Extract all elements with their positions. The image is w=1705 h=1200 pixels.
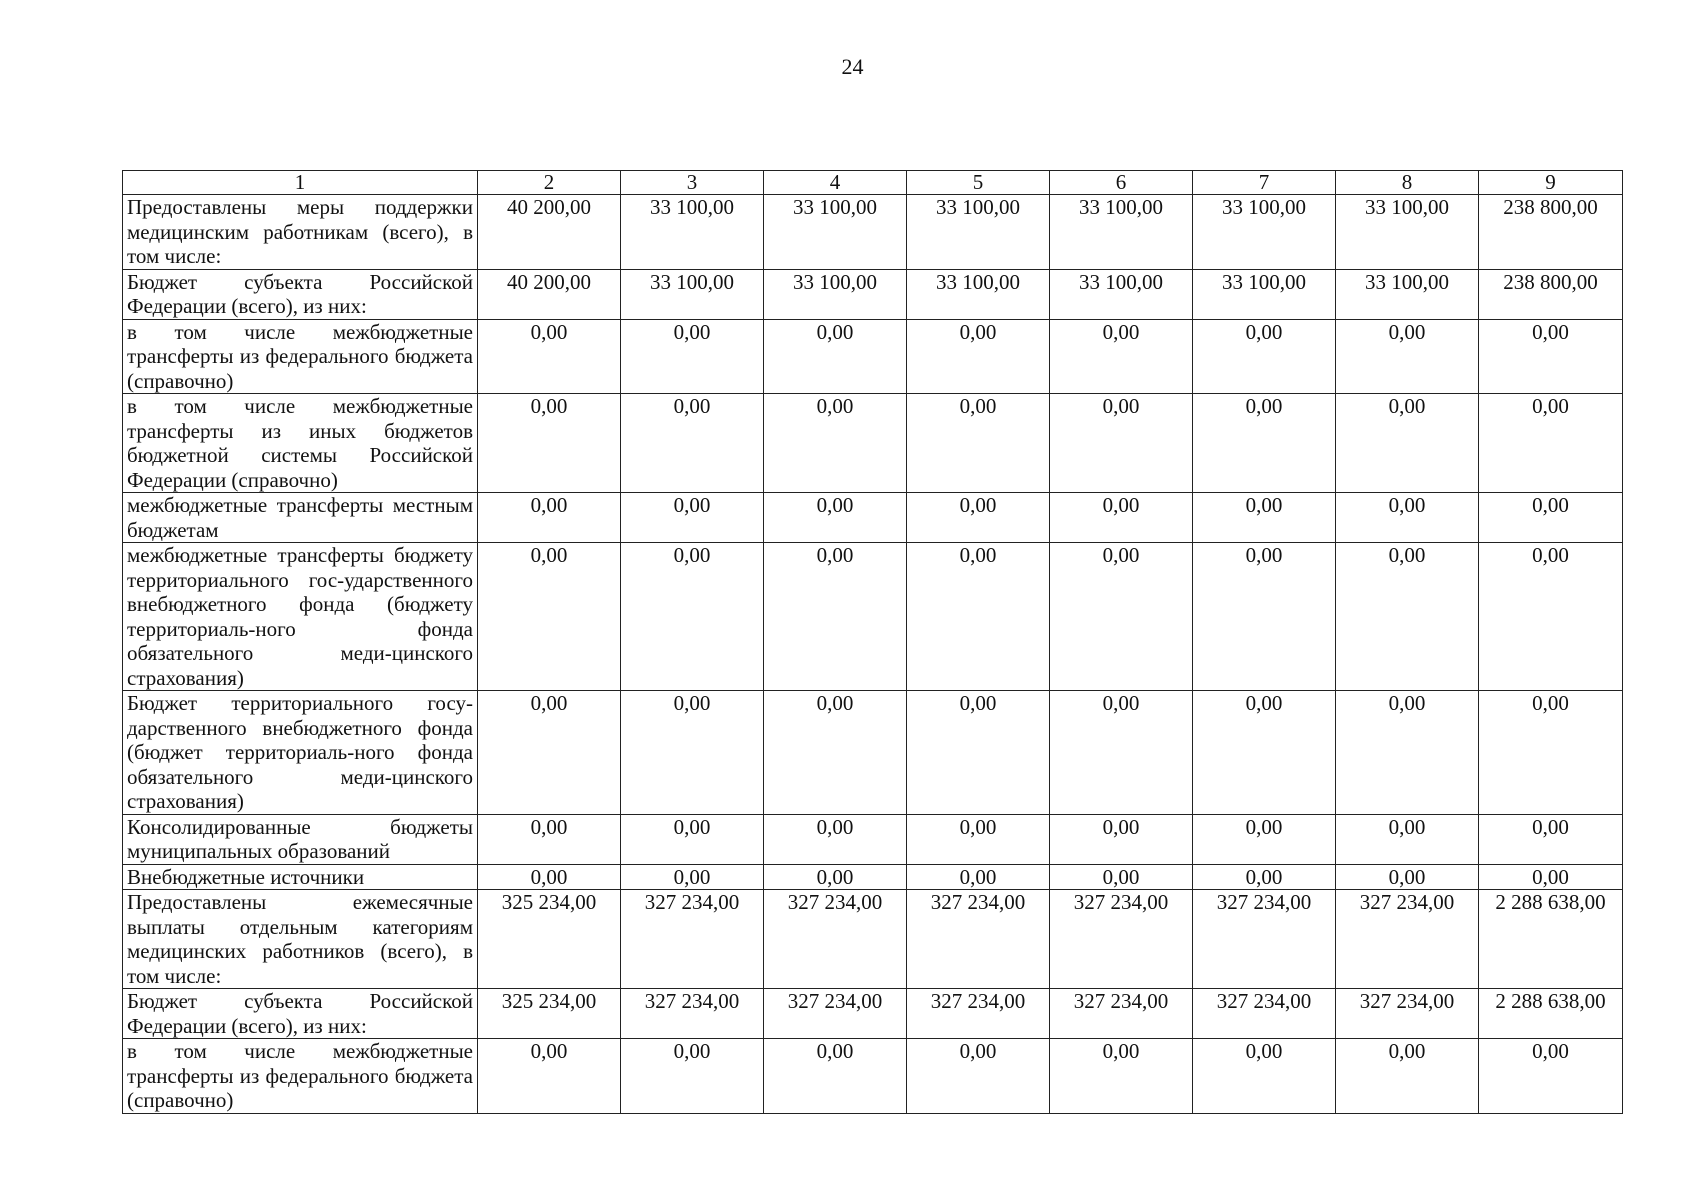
value-cell: 327 234,00 [1050,989,1193,1039]
value-cell: 0,00 [1050,1039,1193,1114]
table-body [123,195,1623,1114]
row-label: Предоставлены меры поддержки медицинским работникам (всего), в том числе: [123,195,478,270]
table-row [123,269,1623,319]
value-cell: 0,00 [907,394,1050,493]
value-cell: 0,00 [1050,864,1193,890]
value-cell: 0,00 [478,814,621,864]
value-cell: 0,00 [907,493,1050,543]
value-cell: 0,00 [1193,493,1336,543]
value-cell: 2 288 638,00 [1479,989,1623,1039]
row-label: в том числе межбюджетные трансферты из федерального бюджета (справочно) [123,1039,478,1114]
value-cell: 0,00 [1193,814,1336,864]
table-row [123,543,1623,691]
column-header: 4 [764,171,907,195]
column-header: 7 [1193,171,1336,195]
value-cell: 33 100,00 [1193,195,1336,270]
value-cell: 0,00 [764,543,907,691]
value-cell: 0,00 [1050,814,1193,864]
value-cell: 327 234,00 [621,890,764,989]
row-label: в том числе межбюджетные трансферты из иных бюджетов бюджетной системы Российской Федерации (справочно) [123,394,478,493]
table-header-row [123,171,1623,195]
value-cell: 0,00 [621,864,764,890]
value-cell: 327 234,00 [621,989,764,1039]
row-label: Бюджет территориального госу-дарственного внебюджетного фонда (бюджет территориаль-ного фонда обязательного меди-цинского страхования) [123,691,478,815]
value-cell: 40 200,00 [478,195,621,270]
value-cell: 0,00 [907,319,1050,394]
value-cell: 0,00 [907,814,1050,864]
row-label: в том числе межбюджетные трансферты из федерального бюджета (справочно) [123,319,478,394]
value-cell: 33 100,00 [1193,269,1336,319]
value-cell: 0,00 [907,543,1050,691]
value-cell: 0,00 [1336,814,1479,864]
value-cell: 0,00 [478,864,621,890]
table-row [123,195,1623,270]
value-cell: 0,00 [621,493,764,543]
column-header: 5 [907,171,1050,195]
value-cell: 0,00 [1193,691,1336,815]
value-cell: 0,00 [621,814,764,864]
value-cell: 33 100,00 [621,195,764,270]
value-cell: 0,00 [1336,1039,1479,1114]
value-cell: 0,00 [478,691,621,815]
table-row [123,394,1623,493]
value-cell: 0,00 [478,319,621,394]
row-label: межбюджетные трансферты местным бюджетам [123,493,478,543]
value-cell: 0,00 [907,864,1050,890]
value-cell: 0,00 [1050,543,1193,691]
table-row [123,691,1623,815]
value-cell: 0,00 [1479,691,1623,815]
value-cell: 0,00 [1479,319,1623,394]
value-cell: 33 100,00 [907,269,1050,319]
row-label: Бюджет субъекта Российской Федерации (всего), из них: [123,989,478,1039]
value-cell: 0,00 [764,493,907,543]
value-cell: 0,00 [621,319,764,394]
value-cell: 327 234,00 [1193,989,1336,1039]
value-cell: 238 800,00 [1479,195,1623,270]
value-cell: 0,00 [1336,543,1479,691]
value-cell: 33 100,00 [1336,269,1479,319]
value-cell: 0,00 [1193,543,1336,691]
column-header: 3 [621,171,764,195]
value-cell: 0,00 [1193,1039,1336,1114]
value-cell: 0,00 [621,1039,764,1114]
value-cell: 33 100,00 [1336,195,1479,270]
row-label: Внебюджетные источники [123,864,478,890]
value-cell: 0,00 [1336,691,1479,815]
value-cell: 0,00 [1050,394,1193,493]
value-cell: 33 100,00 [907,195,1050,270]
value-cell: 0,00 [1479,543,1623,691]
value-cell: 0,00 [1050,493,1193,543]
value-cell: 327 234,00 [1336,989,1479,1039]
value-cell: 0,00 [1336,319,1479,394]
value-cell: 0,00 [764,691,907,815]
value-cell: 325 234,00 [478,989,621,1039]
budget-table [122,170,1623,1114]
value-cell: 0,00 [1336,864,1479,890]
row-label: межбюджетные трансферты бюджету территориального гос-ударственного внебюджетного фонда (бюджету территориаль-ного фонда обязательного меди-цинского страхования) [123,543,478,691]
value-cell: 0,00 [621,691,764,815]
value-cell: 327 234,00 [764,989,907,1039]
value-cell: 0,00 [764,814,907,864]
value-cell: 238 800,00 [1479,269,1623,319]
value-cell: 0,00 [1479,1039,1623,1114]
value-cell: 0,00 [1479,814,1623,864]
column-header: 8 [1336,171,1479,195]
value-cell: 0,00 [1050,691,1193,815]
value-cell: 0,00 [621,394,764,493]
value-cell: 327 234,00 [764,890,907,989]
value-cell: 33 100,00 [764,269,907,319]
value-cell: 327 234,00 [907,890,1050,989]
value-cell: 327 234,00 [1193,890,1336,989]
table-row [123,814,1623,864]
value-cell: 33 100,00 [621,269,764,319]
table-row [123,1039,1623,1114]
value-cell: 0,00 [478,543,621,691]
value-cell: 0,00 [907,1039,1050,1114]
column-header: 2 [478,171,621,195]
value-cell: 0,00 [1479,864,1623,890]
value-cell: 0,00 [1479,493,1623,543]
value-cell: 0,00 [764,394,907,493]
page-number: 24 [841,54,864,79]
value-cell: 0,00 [1336,394,1479,493]
value-cell: 33 100,00 [764,195,907,270]
value-cell: 325 234,00 [478,890,621,989]
value-cell: 0,00 [1050,319,1193,394]
value-cell: 0,00 [907,691,1050,815]
value-cell: 0,00 [764,1039,907,1114]
column-header: 6 [1050,171,1193,195]
value-cell: 0,00 [1193,864,1336,890]
value-cell: 327 234,00 [1050,890,1193,989]
value-cell: 0,00 [621,543,764,691]
value-cell: 0,00 [478,1039,621,1114]
table-row [123,493,1623,543]
value-cell: 0,00 [1479,394,1623,493]
value-cell: 33 100,00 [1050,195,1193,270]
table-row [123,864,1623,890]
value-cell: 327 234,00 [907,989,1050,1039]
row-label: Предоставлены ежемесячные выплаты отдельным категориям медицинских работников (всего), в том числе: [123,890,478,989]
value-cell: 40 200,00 [478,269,621,319]
value-cell: 0,00 [1193,319,1336,394]
table-row [123,989,1623,1039]
column-header: 1 [123,171,478,195]
value-cell: 2 288 638,00 [1479,890,1623,989]
value-cell: 0,00 [478,394,621,493]
table-row [123,890,1623,989]
row-label: Консолидированные бюджеты муниципальных образований [123,814,478,864]
row-label: Бюджет субъекта Российской Федерации (всего), из них: [123,269,478,319]
value-cell: 0,00 [764,319,907,394]
table-row [123,319,1623,394]
column-header: 9 [1479,171,1623,195]
value-cell: 0,00 [478,493,621,543]
value-cell: 0,00 [1193,394,1336,493]
value-cell: 33 100,00 [1050,269,1193,319]
value-cell: 327 234,00 [1336,890,1479,989]
value-cell: 0,00 [764,864,907,890]
value-cell: 0,00 [1336,493,1479,543]
